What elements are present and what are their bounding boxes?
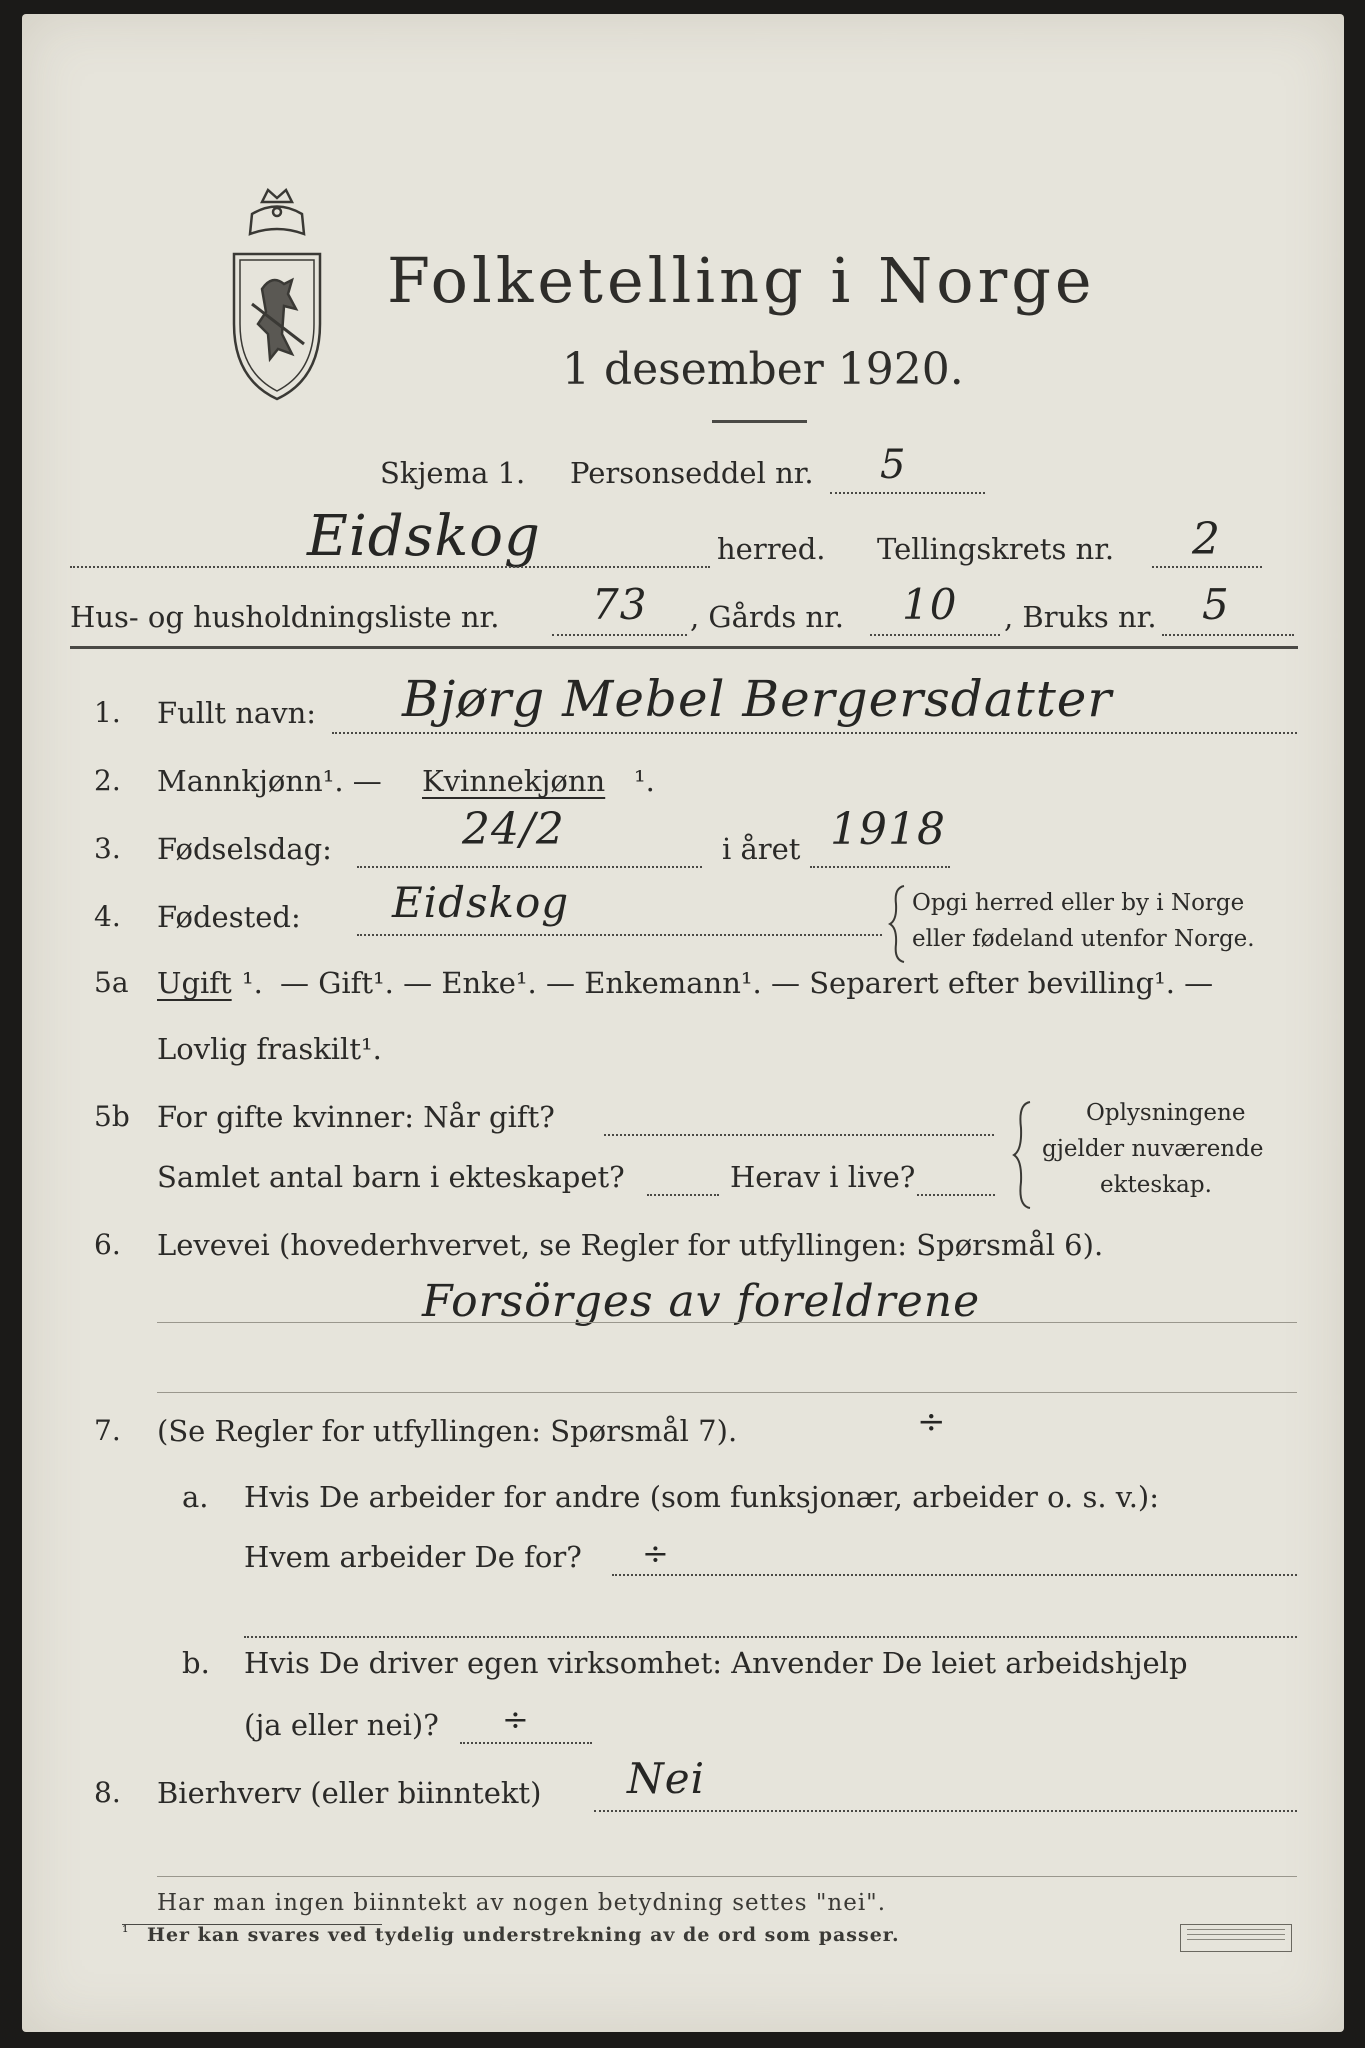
q1-label: Fullt navn:	[157, 696, 317, 730]
q7-number: 7.	[94, 1414, 121, 1447]
bruks-value[interactable]: 5	[1202, 580, 1230, 629]
q5b-number: 5b	[94, 1100, 130, 1133]
q7a-line-2	[244, 1636, 1297, 1638]
q6-line-1	[157, 1322, 1297, 1323]
q5b-note-line2: gjelder nuværende	[1042, 1136, 1264, 1162]
q7-mark[interactable]: ÷	[917, 1402, 947, 1442]
side-income-value[interactable]: Nei	[627, 1754, 706, 1803]
q7-label: (Se Regler for utfyllingen: Spørsmål 7).	[157, 1414, 738, 1448]
footnote-marker: ¹	[122, 1922, 129, 1941]
herred-value[interactable]: Eidskog	[307, 504, 541, 569]
q5b-herav-label: Herav i live?	[730, 1160, 916, 1194]
tellingskrets-line	[1152, 566, 1262, 568]
q5a-options[interactable]: — Gift¹. — Enke¹. — Enkemann¹. — Separert efter bevilling¹. —	[280, 966, 1214, 1000]
q5b-married-line	[604, 1134, 994, 1136]
husliste-label: Hus- og husholdningsliste nr.	[70, 600, 500, 634]
gards-value[interactable]: 10	[902, 580, 958, 629]
q5b-note-line3: ekteskap.	[1100, 1172, 1212, 1198]
census-date: 1 desember 1920.	[562, 344, 964, 395]
tellingskrets-value[interactable]: 2	[1192, 514, 1221, 565]
brace-icon	[888, 884, 908, 964]
personseddel-value[interactable]: 5	[880, 442, 907, 488]
q5b-children-label: Samlet antal barn i ekteskapet?	[157, 1160, 625, 1194]
q5b-alive-line	[917, 1194, 995, 1196]
q3-line	[357, 866, 702, 868]
brace-icon	[1012, 1100, 1034, 1210]
birthdate-value[interactable]: 24/2	[462, 804, 565, 855]
q5a-ugift-selected[interactable]: Ugift	[157, 966, 232, 1000]
birthplace-value[interactable]: Eidskog	[392, 878, 570, 927]
q4-number: 4.	[94, 900, 121, 933]
q8-number: 8.	[94, 1776, 121, 1809]
q7a-employer-line	[612, 1574, 1297, 1576]
q6-line-2	[157, 1392, 1297, 1393]
q3-number: 3.	[94, 832, 121, 865]
title-divider	[712, 420, 807, 423]
q6-number: 6.	[94, 1228, 121, 1261]
page-title: Folketelling i Norge	[387, 244, 1096, 317]
q1-line	[332, 732, 1297, 734]
q7a-label: Hvis De arbeider for andre (som funksjonær, arbeider o. s. v.):	[244, 1480, 1160, 1514]
norwegian-coat-of-arms-icon	[222, 184, 332, 409]
q2-superscript: ¹.	[634, 764, 655, 798]
q2-mannkjonn[interactable]: Mannkjønn¹. —	[157, 764, 382, 798]
q5b-note-line1: Oplysningene	[1086, 1100, 1246, 1126]
income-note: Har man ingen biinntekt av nogen betydning settes "nei".	[157, 1890, 887, 1916]
q4-line	[357, 934, 882, 936]
bruks-label: , Bruks nr.	[1004, 600, 1157, 634]
personseddel-line	[830, 492, 985, 494]
q7a-employer-label: Hvem arbeider De for?	[244, 1540, 582, 1574]
header-divider	[70, 646, 1298, 649]
q3-label: Fødselsdag:	[157, 832, 332, 866]
q2-kvinnekjonn-selected[interactable]: Kvinnekjønn	[422, 764, 606, 798]
q5a-lovlig-fraskilt[interactable]: Lovlig fraskilt¹.	[157, 1032, 382, 1066]
q1-number: 1.	[94, 696, 121, 729]
herred-label: herred.	[717, 532, 826, 566]
q4-label: Fødested:	[157, 900, 301, 934]
gards-line	[870, 634, 1000, 636]
q5a-number: 5a	[94, 966, 129, 999]
gards-label: , Gårds nr.	[690, 600, 844, 634]
q8-line	[594, 1810, 1297, 1812]
husliste-value[interactable]: 73	[592, 580, 648, 629]
q4-note-line2: eller fødeland utenfor Norge.	[912, 926, 1255, 952]
q8-label: Bierhverv (eller biinntekt)	[157, 1776, 542, 1810]
q7b-letter: b.	[182, 1646, 210, 1680]
q7a-employer-value[interactable]: ÷	[642, 1534, 670, 1572]
birthyear-value[interactable]: 1918	[830, 804, 946, 855]
q7b-label: Hvis De driver egen virksomhet: Anvender De leiet arbeidshjelp	[244, 1646, 1188, 1680]
tellingskrets-label: Tellingskrets nr.	[877, 532, 1115, 566]
printer-stamp	[1180, 1924, 1292, 1952]
q3-year-line	[810, 866, 950, 868]
q3-year-label: i året	[722, 832, 801, 866]
bruks-line	[1162, 634, 1294, 636]
q7b-line	[460, 1742, 592, 1744]
q4-note-line1: Opgi herred eller by i Norge	[912, 890, 1245, 916]
full-name-value[interactable]: Bjørg Mebel Bergersdatter	[402, 670, 1113, 728]
q7a-letter: a.	[182, 1480, 209, 1514]
herred-line	[70, 566, 710, 568]
husliste-line	[552, 634, 687, 636]
q2-number: 2.	[94, 764, 121, 797]
skjema-label: Skjema 1.	[380, 456, 526, 490]
q7b-yesno-label: (ja eller nei)?	[244, 1708, 439, 1742]
q6-label: Levevei (hovederhvervet, se Regler for utfyllingen: Spørsmål 6).	[157, 1228, 1104, 1262]
occupation-value[interactable]: Forsörges av foreldrene	[422, 1276, 981, 1327]
q8-line-2	[157, 1876, 1297, 1877]
q5a-superscript: ¹.	[242, 966, 263, 1000]
personseddel-label: Personseddel nr.	[570, 456, 814, 490]
census-form-sheet	[22, 14, 1344, 2032]
q5b-label: For gifte kvinner: Når gift?	[157, 1100, 555, 1134]
q5b-children-line	[647, 1194, 719, 1196]
footnote-text: Her kan svares ved tydelig understrekning av de ord som passer.	[147, 1924, 900, 1946]
q7b-value[interactable]: ÷	[502, 1700, 530, 1738]
